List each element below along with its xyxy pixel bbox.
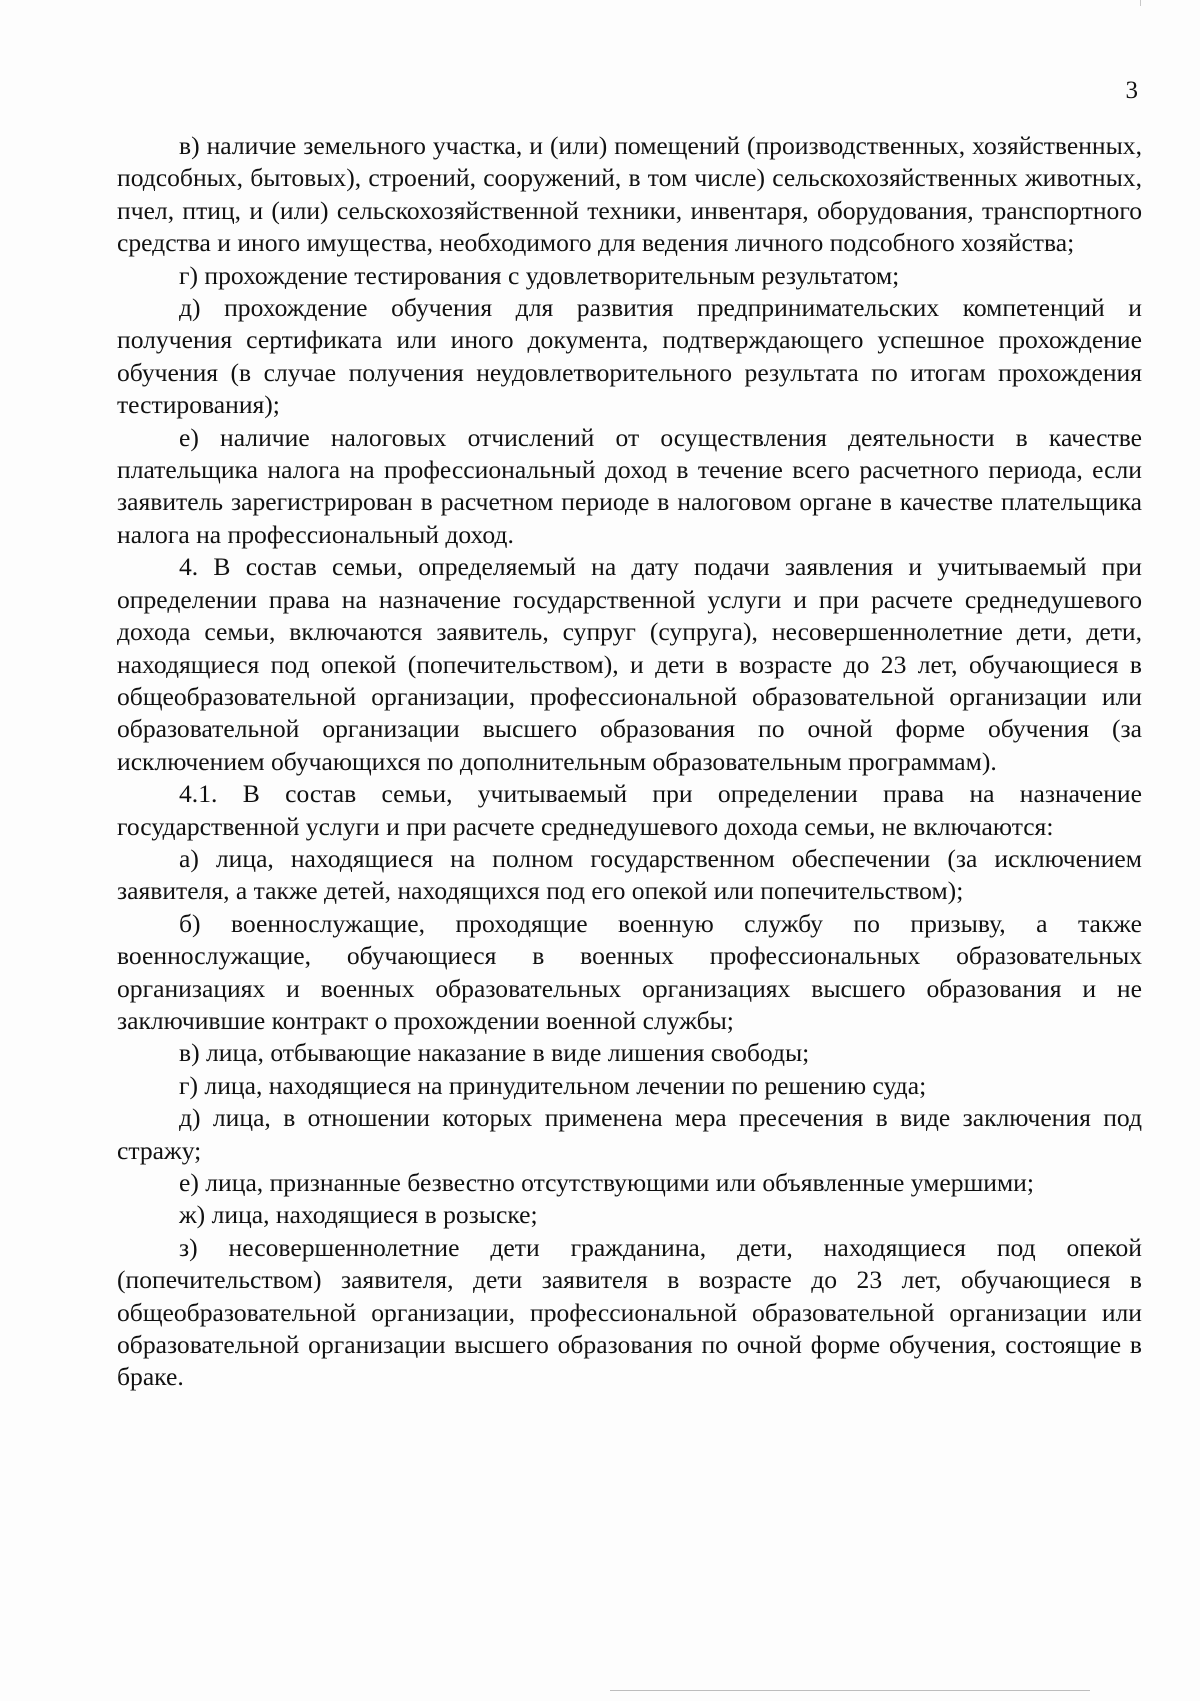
scan-edge-mark — [1140, 0, 1141, 6]
paragraph-section-4-family-composition: 4. В состав семьи, определяемый на дату подачи заявления и учитываемый при определении права на назначение государственной услуги и при расчете среднедушевого дохода семьи, включаются заявитель, супруг (супруга), несовершеннолетние дети, дети, находящиеся под опекой (попечительством), и дети в возрасте до 23 лет, обучающиеся в общеобразовательной организации, профессиональной образовательной организации или образовательной организации высшего образования по очной форме обучения (за исключением обучающихся по дополнительным образовательным программам). — [117, 552, 1142, 776]
paragraph-item-zh-wanted: ж) лица, находящиеся в розыске; — [179, 1200, 538, 1230]
paragraph-item-d-training: д) прохождение обучения для развития предпринимательских компетенций и получения сертификата или иного документа, подтверждающего успешное прохождение обучения (в случае получения неудовлетворительного результата по итогам прохождения тестирования); — [117, 293, 1142, 420]
scan-bottom-edge-line — [610, 1690, 1090, 1691]
paragraph-item-d-custody: д) лица, в отношении которых применена мера пресечения в виде заключения под стражу; — [117, 1103, 1142, 1165]
paragraph-item-e-tax-payments: е) наличие налоговых отчислений от осуществления деятельности в качестве плательщика налога на профессиональный доход в течение всего расчетного периода, если заявитель зарегистрирован в расчетном периоде в налоговом органе в качестве плательщика налога на профессиональный доход. — [117, 422, 1142, 549]
paragraph-item-a-state-support: а) лица, находящиеся на полном государственном обеспечении (за исключением заявителя, а также детей, находящихся под его опекой или попечительством); — [117, 843, 1142, 906]
paragraph-item-z-married-children: з) несовершеннолетние дети гражданина, дети, находящиеся под опекой (попечительством) заявителя, дети заявителя в возрасте до 23 лет, обучающиеся в общеобразовательной организации, профессиональной образовательной организации или образовательной организации высшего образования по очной форме обучения, состоящие в браке. — [117, 1232, 1142, 1392]
paragraph-item-g-testing: г) прохождение тестирования с удовлетворительным результатом; — [179, 260, 900, 290]
paragraph-item-b-military: б) военнослужащие, проходящие военную службу по призыву, а также военнослужащие, обучающиеся в военных профессиональных образовательных организациях и военных образовательных организациях высшего образования и не заключившие контракт о прохождении военной службы; — [117, 908, 1142, 1035]
page-number: 3 — [1125, 77, 1138, 104]
paragraph-item-v-land-and-property: в) наличие земельного участка, и (или) помещений (производственных, хозяйственных, подсобных, бытовых), строений, сооружений, в том числе) сельскохозяйственных животных, пчел, птиц, и (или) сельскохозяйственной техники, инвентаря, оборудования, транспортного средства и иного имущества, необходимого для ведения личного подсобного хозяйства; — [117, 131, 1142, 258]
paragraph-item-v-imprisonment: в) лица, отбывающие наказание в виде лишения свободы; — [179, 1038, 810, 1068]
paragraph-item-g-compulsory-treatment: г) лица, находящиеся на принудительном лечении по решению суда; — [179, 1070, 927, 1100]
paragraph-item-e-missing-or-deceased: е) лица, признанные безвестно отсутствующими или объявленные умершими; — [179, 1168, 1034, 1197]
paragraph-section-4-1-excluded-persons: 4.1. В состав семьи, учитываемый при определении права на назначение государственной услуги и при расчете среднедушевого дохода семьи, не включаются: — [117, 779, 1142, 841]
document-body — [117, 130, 1142, 1394]
